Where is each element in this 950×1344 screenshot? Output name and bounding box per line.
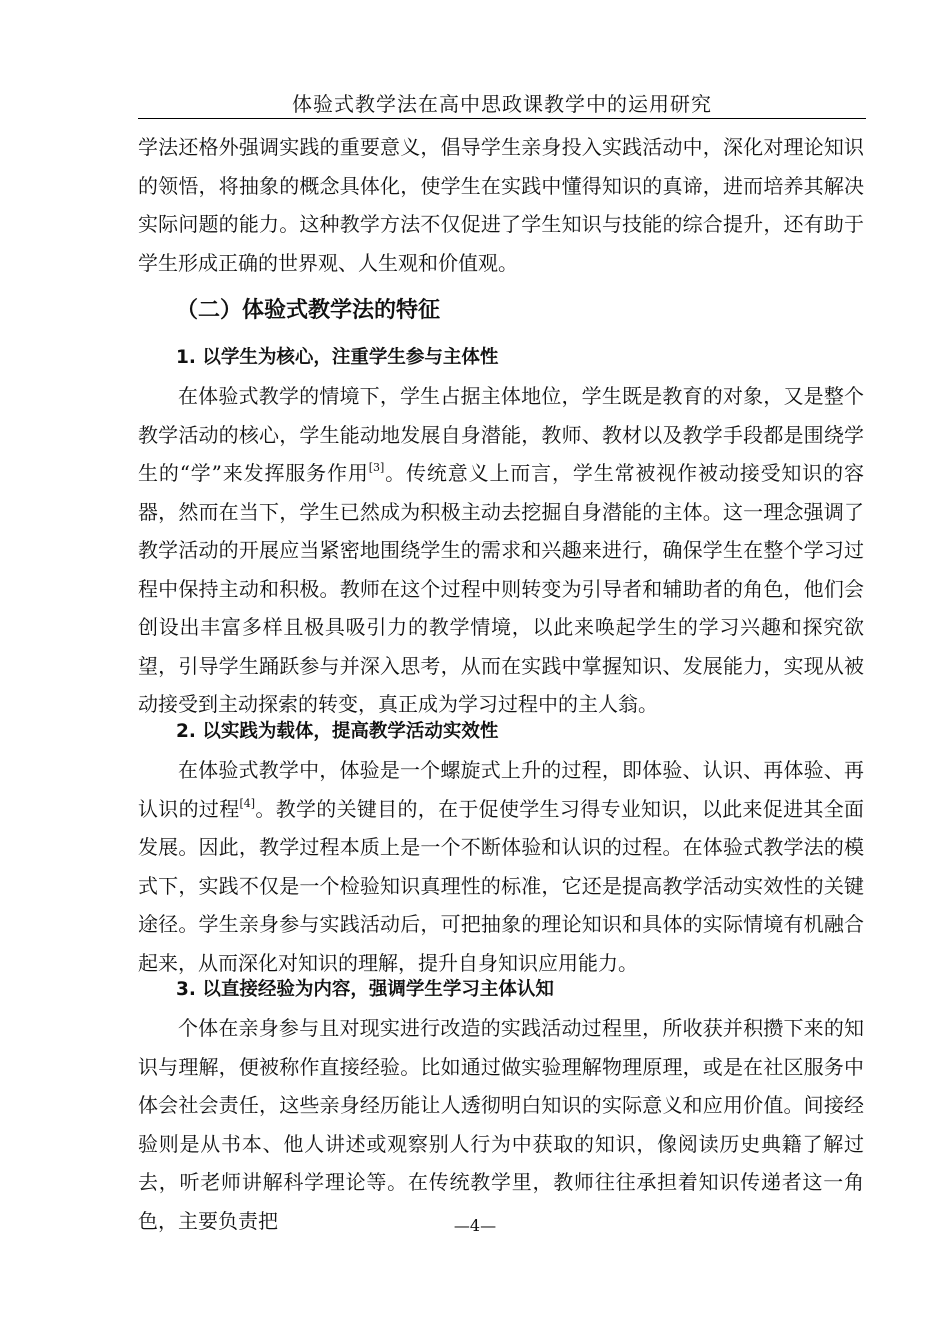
- subheading-3: 3. 以直接经验为内容，强调学生学习主体认知: [176, 979, 554, 1000]
- citation-ref-3: [3]: [368, 461, 385, 474]
- subheading-1: 1. 以学生为核心，注重学生参与主体性: [176, 347, 499, 368]
- subheading-2: 2. 以实践为载体，提高教学活动实效性: [176, 721, 499, 742]
- paragraph-student-centered: [138, 377, 864, 724]
- paragraph-text: 。传统意义上而言，学生常被视作被动接受知识的容器，然而在当下，学生已然成为积极主动去挖掘自身潜能的主体。这一理念强调了教学活动的开展应当紧密地围绕学生的需求和兴趣来进行，确保学生在整个学习过程中保持主动和积极。教师在这个过程中则转变为引导者和辅助者的角色，他们会创设出丰富多样且极具吸引力的教学情境，以此来唤起学生的学习兴趣和探究欲望，引导学生踊跃参与并深入思考，从而在实践中掌握知识、发展能力，实现从被动接受到主动探索的转变，真正成为学习过程中的主人翁。: [138, 461, 864, 716]
- paragraph-text: 在体验式教学的情境下，学生占据主体地位，学生既是教育的对象，又是整个教学活动的核心，学生能动地发展自身潜能，教师、教材以及教学手段都是围绕学生的“学”来发挥服务作用: [138, 384, 864, 485]
- section-heading: （二）体验式教学法的特征: [176, 298, 441, 323]
- header-rule: [138, 118, 866, 119]
- paragraph-direct-experience: 个体在亲身参与且对现实进行改造的实践活动过程里，所收获并积攒下来的知识与理解，便被称作直接经验。比如通过做实验理解物理原理，或是在社区服务中体会社会责任，这些亲身经历能让人透彻明白知识的实际意义和应用价值。间接经验则是从书本、他人讲述或观察别人行为中获取的知识，像阅读历史典籍了解过去，听老师讲解科学理论等。在传统教学里，教师往往承担着知识传递者这一角色，主要负责把: [138, 1016, 864, 1233]
- paragraph-text: 。教学的关键目的，在于促使学生习得专业知识，以此来促进其全面发展。因此，教学过程本质上是一个不断体验和认识的过程。在体验式教学法的模式下，实践不仅是一个检验知识真理性的标准，它还是提高教学活动实效性的关键途径。学生亲身参与实践活动后，可把抽象的理论知识和具体的实际情境有机融合起来，从而深化对知识的理解，提升自身知识应用能力。: [138, 796, 865, 975]
- paragraph-practice-carrier: [138, 751, 864, 982]
- paragraph-text: 在体验式教学中，体验是一个螺旋式上升的过程，即体验、认识、再体验、再认识的过程: [138, 758, 864, 821]
- running-header-title: 体验式教学法在高中思政课教学中的运用研究: [292, 92, 712, 116]
- paragraph-intro-continuation: 学法还格外强调实践的重要意义，倡导学生亲身投入实践活动中，深化对理论知识的领悟，将抽象的概念具体化，使学生在实践中懂得知识的真谛，进而培养其解决实际问题的能力。这种教学方法不仅促进了学生知识与技能的综合提升，还有助于学生形成正确的世界观、人生观和价值观。: [138, 135, 864, 275]
- page-number: —4—: [453, 1216, 497, 1235]
- citation-ref-4: [4]: [239, 796, 256, 810]
